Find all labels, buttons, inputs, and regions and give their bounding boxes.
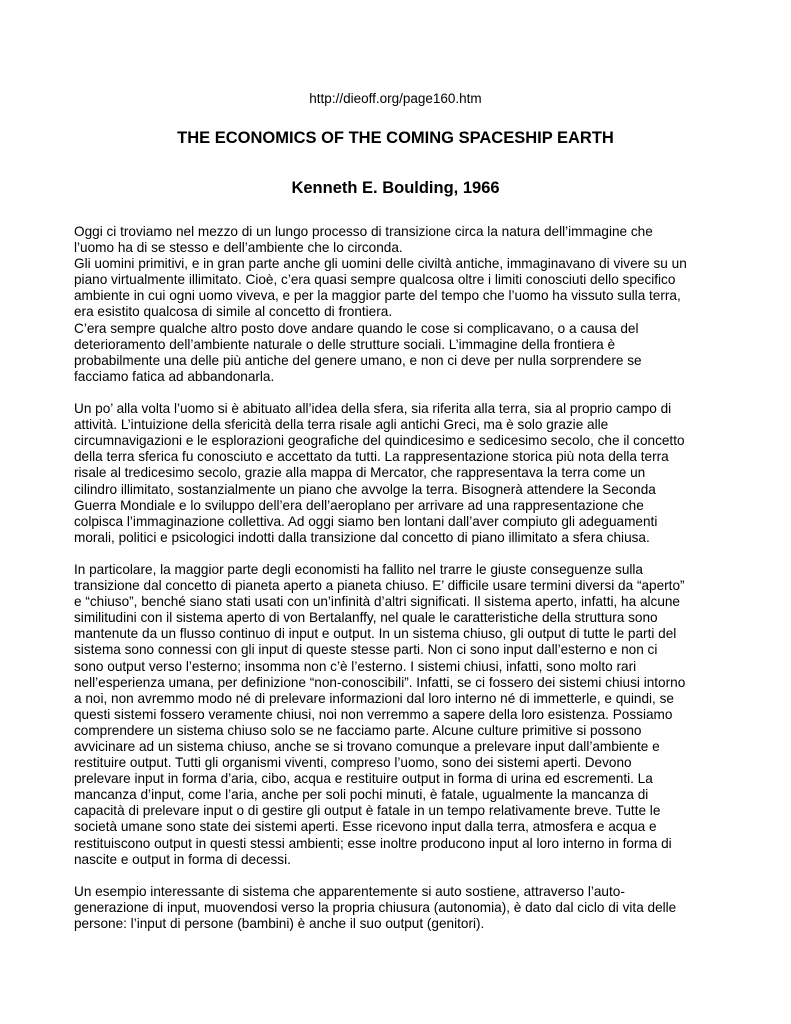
text-line: Guerra Mondiale e lo sviluppo dell’era dell’aeroplano per arrivare ad una rappresentazione che xyxy=(74,497,644,513)
text-line: capacità di prelevare input o di gestire gli output è fatale in un tempo relativamente breve. Tutte le xyxy=(74,803,661,819)
text-line: ambiente in cui ogni uomo viveva, e per la maggior parte del tempo che l’uomo ha vissuto sulla terra, xyxy=(74,288,681,304)
text-line: colpisca l’immaginazione collettiva. Ad oggi siamo ben lontani dall’aver compiuto gli adeguamenti xyxy=(74,513,658,529)
text-line: nascite e output in forma di decessi. xyxy=(74,851,291,867)
text-line: probabilmente una delle più antiche del genere umano, e non ci deve per nulla sorprendere se xyxy=(74,352,642,368)
text-line: l’uomo ha di se stesso e dell’ambiente che lo circonda. xyxy=(74,240,403,256)
text-line: deterioramento dell’ambiente naturale o delle strutture sociali. L’immagine della frontiera è xyxy=(74,336,616,352)
text-line: prelevare input in forma d’aria, cibo, acqua e restituire output in forma di urina ed escrementi. La xyxy=(74,771,653,787)
text-line: era esistito qualcosa di simile al concetto di frontiera. xyxy=(74,304,393,320)
text-line: nell’esperienza umana, per definizione “non-conoscibili”. Infatti, se ci fossero dei sistemi chiusi intorno xyxy=(74,674,686,690)
paragraph-1 xyxy=(74,224,724,385)
text-line: mancanza d’input, come l’aria, anche per soli pochi minuti, è fatale, ugualmente la mancanza di xyxy=(74,787,649,803)
text-line: similitudini con il sistema aperto di von Bertalanffy, nel quale le caratteristiche della struttura sono xyxy=(74,610,658,626)
source-url: http://dieoff.org/page160.htm xyxy=(309,91,482,106)
text-line: facciamo fatica ad abbandonarla. xyxy=(74,368,275,384)
text-line: comprendere un sistema chiuso solo se ne facciamo parte. Alcune culture primitive si possono xyxy=(74,722,642,738)
text-line: circumnavigazioni e le esplorazioni geografiche del quindicesimo e sedicesimo secolo, che il concetto xyxy=(74,433,685,449)
text-line: avvicinare ad un sistema chiuso, anche se si trovano comunque a prelevare input dall’ambiente e xyxy=(74,739,660,754)
text-line: persone: l’input di persone (bambini) è anche il suo output (genitori). xyxy=(74,916,485,932)
document-title: THE ECONOMICS OF THE COMING SPACESHIP EARTH xyxy=(177,129,614,147)
text-line: morali, politici e psicologici indotti dalla transizione dal concetto di piano illimitato a sfera chiusa. xyxy=(74,529,650,545)
text-line: attività. L’intuizione della sfericità della terra risale agli antichi Greci, ma è solo grazie alle xyxy=(74,417,609,433)
text-line: sistema sono connessi con gli input di queste stesse parti. Non ci sono input dall’esterno e non ci xyxy=(74,642,658,658)
text-line: risale al tredicesimo secolo, grazie alla mappa di Mercator, che rappresentava la terra come un xyxy=(74,465,646,481)
text-line: Gli uomini primitivi, e in gran parte anche gli uomini delle civiltà antiche, immaginavano di vivere su un xyxy=(74,256,687,272)
text-line: restituiscono output in questi stessi ambienti; esse inoltre producono input al loro interno in forma di xyxy=(74,835,672,851)
body-text xyxy=(74,224,724,948)
author-line: Kenneth E. Boulding, 1966 xyxy=(291,179,500,197)
text-line: società umane sono state dei sistemi aperti. Esse ricevono input dalla terra, atmosfera e acqua e xyxy=(74,819,657,835)
paragraph-2 xyxy=(74,401,724,546)
text-line: C’era sempre qualche altro posto dove andare quando le cose si complicavano, o a causa del xyxy=(74,320,639,336)
text-line: Un po’ alla volta l’uomo si è abituato all’idea della sfera, sia riferita alla terra, sia al proprio campo di xyxy=(74,401,672,417)
text-line: generazione di input, muovendosi verso la propria chiusura (autonomia), è dato dal ciclo di vita delle xyxy=(74,899,677,915)
text-line: mantenute da un flusso continuo di input e output. In un sistema chiuso, gli output di tutte le parti del xyxy=(74,626,677,642)
paragraph-3 xyxy=(74,562,724,868)
text-line: In particolare, la maggior parte degli economisti ha fallito nel trarre le giuste conseguenze sulla xyxy=(74,561,643,577)
paragraph-4 xyxy=(74,884,724,932)
text-line: transizione dal concetto di pianeta aperto a pianeta chiuso. E’ difficile usare termini diversi da “aperto” xyxy=(74,578,685,594)
text-line: cilindro illimitato, sostanzialmente un piano che avvolge la terra. Bisognerà attendere la Seconda xyxy=(74,481,656,497)
text-line: piano virtualmente illimitato. Cioè, c’era quasi sempre qualcosa oltre i limiti conosciuti dello specifico xyxy=(74,272,676,288)
text-line: sono output verso l’esterno; insomma non c’è l’esterno. I sistemi chiusi, infatti, sono molto rari xyxy=(74,658,637,674)
text-line: restituire output. Tutti gli organismi viventi, compreso l’uomo, sono dei sistemi aperti. Devono xyxy=(74,755,632,771)
text-line: a noi, non avremmo modo né di prelevare informazioni dal loro interno né di immetterle, e quindi, se xyxy=(74,690,674,706)
text-line: della terra sferica fu conosciuto e accettato da tutti. La rappresentazione storica più nota della terra xyxy=(74,449,669,465)
text-line: questi sistemi fossero veramente chiusi, noi non verremmo a sapere della loro esistenza. Possiamo xyxy=(74,706,673,722)
text-line: e “chiuso”, benché siano stati usati con un’infinità d’altri significati. Il sistema aperto, infatti, ha alcune xyxy=(74,594,680,610)
text-line: Oggi ci troviamo nel mezzo di un lungo processo di transizione circa la natura dell’immagine che xyxy=(74,224,653,239)
text-line: Un esempio interessante di sistema che apparentemente si auto sostiene, attraverso l’auto- xyxy=(74,883,625,899)
